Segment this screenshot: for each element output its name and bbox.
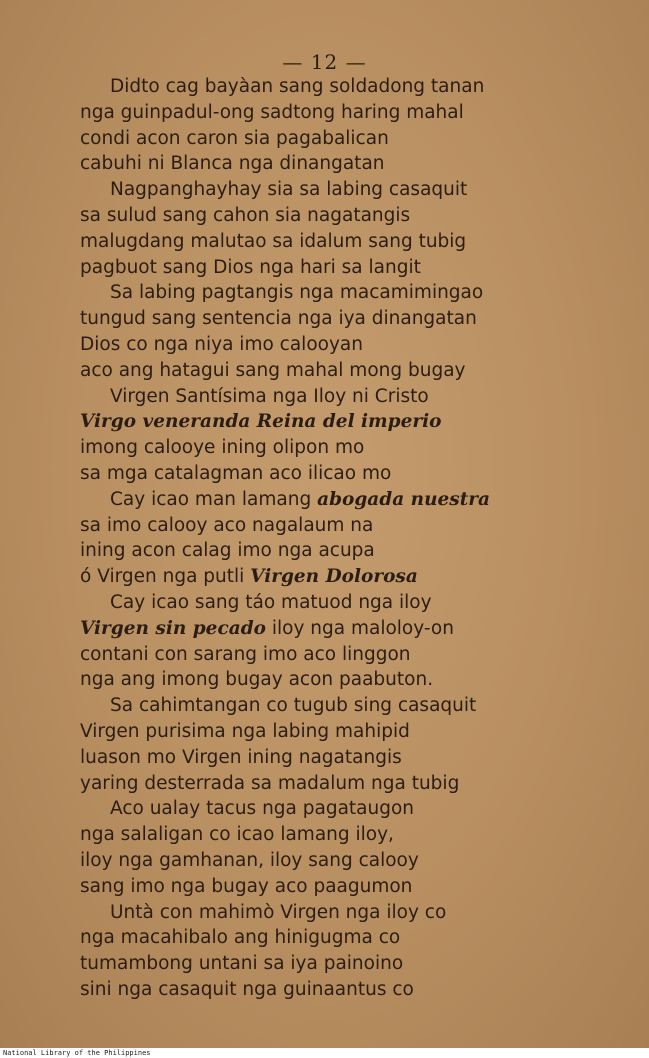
- verse-line: [80, 358, 600, 384]
- verse-line: [80, 409, 600, 435]
- line-text: tungud sang sentencia nga iya dinangatan: [80, 308, 477, 330]
- verse-line: [80, 616, 600, 642]
- line-text: Sa labing pagtangis nga macamimingao: [110, 282, 484, 304]
- line-text: tumambong untani sa iya painoino: [80, 953, 404, 975]
- verse-line: [80, 487, 600, 513]
- line-text: Didto cag bayàan sang soldadong tanan: [110, 76, 485, 97]
- verse-line: [80, 203, 600, 229]
- line-text: sa mga catalagman aco ilicao mo: [80, 462, 392, 484]
- verse-line: [80, 977, 600, 1003]
- line-text: contani con sarang imo aco linggon: [80, 643, 411, 665]
- verse-line: [80, 693, 600, 719]
- line-text: ining acon calag imo nga acupa: [80, 540, 375, 562]
- footer-credit: National Library of the Philippines: [0, 1048, 649, 1058]
- line-text: nga guinpadul-ong sadtong haring mahal: [80, 101, 464, 123]
- latin-phrase: abogada nuestra: [317, 488, 490, 510]
- verse-line: [80, 384, 600, 410]
- line-text: nga macahibalo ang hinigugma co: [80, 927, 401, 949]
- verse-line: [80, 435, 600, 461]
- line-text: Cay icao sang táo matuod nga iloy: [110, 591, 432, 613]
- verse-line: [80, 745, 600, 771]
- verse-line: [80, 667, 600, 693]
- line-text: nga salaligan co icao lamang iloy,: [80, 824, 394, 846]
- line-text: Virgen Santísima nga Iloy ni Cristo: [110, 385, 429, 407]
- line-text: Nagpanghayhay sia sa labing casaquit: [110, 179, 468, 201]
- line-text: Sa cahimtangan co tugub sing casaquit: [110, 695, 477, 717]
- verse-line: [80, 100, 600, 126]
- line-text: malugdang malutao sa idalum sang tubig: [80, 230, 467, 252]
- verse-line: [80, 229, 600, 255]
- line-text: condi acon caron sia pagabalican: [80, 127, 389, 149]
- verse-line: [80, 771, 600, 797]
- verse-line: [80, 796, 600, 822]
- verse-line: [80, 951, 600, 977]
- verse-text: [80, 74, 600, 1003]
- line-text: Untà con mahimò Virgen nga iloy co: [110, 901, 447, 923]
- line-text: iloy nga gamhanan, iloy sang calooy: [80, 849, 419, 871]
- latin-phrase: Virgen Dolorosa: [250, 566, 418, 588]
- verse-line: [80, 332, 600, 358]
- line-text: sa imo calooy aco nagalaum na: [80, 514, 374, 536]
- line-text: nga ang imong bugay acon paabuton.: [80, 669, 434, 691]
- line-text: sang imo nga bugay aco paagumon: [80, 875, 413, 897]
- line-text: yaring desterrada sa madalum nga tubig: [80, 772, 460, 794]
- line-text: Cay icao man lamang: [110, 488, 318, 510]
- verse-line: [80, 590, 600, 616]
- line-text: imong calooye ining olipon mo: [80, 437, 365, 459]
- line-text: cabuhi ni Blanca nga dinangatan: [80, 153, 385, 175]
- verse-line: [80, 74, 600, 100]
- line-text: sa sulud sang cahon sia nagatangis: [80, 204, 411, 226]
- line-text: Aco ualay tacus nga pagataugon: [110, 798, 415, 820]
- verse-line: [80, 126, 600, 152]
- line-text: ó Virgen nga putli: [80, 566, 251, 588]
- verse-line: [80, 900, 600, 926]
- verse-line: [80, 151, 600, 177]
- verse-line: [80, 642, 600, 668]
- line-text: iloy nga maloloy-on: [265, 617, 454, 639]
- verse-line: [80, 306, 600, 332]
- line-text: Virgen purisima nga labing mahipid: [80, 720, 410, 742]
- verse-line: [80, 822, 600, 848]
- verse-line: [80, 925, 600, 951]
- line-text: pagbuot sang Dios nga hari sa langit: [80, 256, 421, 278]
- line-text: aco ang hatagui sang mahal mong bugay: [80, 359, 466, 381]
- page-number: — 12 —: [282, 50, 367, 74]
- line-text: sini nga casaquit nga guinaantus co: [80, 978, 414, 1000]
- verse-line: [80, 177, 600, 203]
- verse-line: [80, 461, 600, 487]
- line-text: luason mo Virgen ining nagatangis: [80, 746, 402, 768]
- verse-line: [80, 513, 600, 539]
- verse-line: [80, 848, 600, 874]
- line-text: Dios co nga niya imo calooyan: [80, 333, 363, 355]
- verse-line: [80, 874, 600, 900]
- latin-phrase: Virgo veneranda Reina del imperio: [80, 411, 442, 433]
- verse-line: [80, 538, 600, 564]
- verse-line: [80, 280, 600, 306]
- latin-phrase: Virgen sin pecado: [80, 617, 266, 639]
- verse-line: [80, 255, 600, 281]
- verse-line: [80, 564, 600, 590]
- verse-line: [80, 719, 600, 745]
